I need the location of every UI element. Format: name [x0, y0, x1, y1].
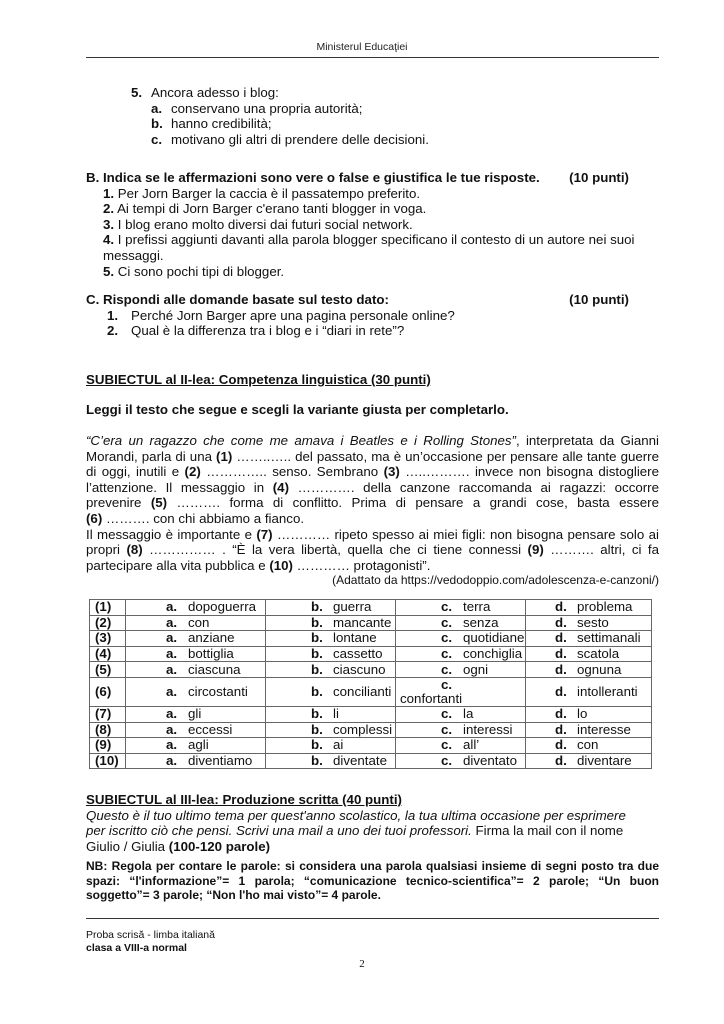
- item-number: 2.: [107, 323, 119, 339]
- item-text: Qual è la differenza tra i blog e i “diari in rete”?: [131, 323, 405, 339]
- item-text-continued: messaggi.: [103, 247, 164, 263]
- options-table: [89, 599, 652, 769]
- option-letter: d.: [555, 599, 567, 615]
- option-letter: a.: [166, 706, 178, 722]
- option-letter: c.: [441, 661, 453, 677]
- option-letter: a.: [166, 661, 178, 677]
- subject-2-instruction: Leggi il testo che segue e scegli la variante giusta per completarlo.: [86, 402, 509, 417]
- table-row: [90, 646, 652, 662]
- item-number: 1.: [107, 307, 119, 323]
- option-text: conchiglia: [463, 646, 523, 662]
- footer-line-2: clasa a VIII-a normal: [86, 941, 187, 954]
- option-text: confortanti: [400, 690, 463, 706]
- option-text: quotidiane: [463, 630, 525, 646]
- option-cell-c: [396, 753, 526, 769]
- footer-line-1: Proba scrisă - limba italiană: [86, 929, 215, 941]
- option-letter: b.: [311, 646, 323, 662]
- option-letter: b.: [311, 706, 323, 722]
- option-text: gli: [188, 706, 202, 722]
- item-number: 2.: [103, 201, 115, 217]
- option-letter: d.: [555, 646, 567, 662]
- passage-text: ………. forma di conflitto. Prima di pensare a grandi cose, basta essere: [167, 495, 659, 511]
- item-number: 4.: [103, 232, 115, 248]
- blank-2: (2): [184, 464, 201, 480]
- option-text: diventiamo: [188, 753, 253, 769]
- table-row: [90, 615, 652, 631]
- nb-note: NB: Regola per contare le parole: si considera una parola qualsiasi insieme di segni posto tra due: [86, 859, 659, 874]
- blank-10: (10): [269, 557, 293, 573]
- passage-text: prevenire: [86, 495, 151, 511]
- blank-number: (8): [90, 722, 126, 738]
- item-text: I prefissi aggiunti davanti alla parola blogger specificano il contesto di un autore nei suoi: [117, 232, 635, 248]
- option-letter: c.: [441, 676, 453, 692]
- option-text: con: [188, 614, 210, 630]
- table-row: [90, 662, 652, 678]
- option-letter: d.: [555, 753, 567, 769]
- subject-3-title: SUBIECTUL al III-lea: Produzione scritta (40 punti): [86, 792, 402, 807]
- passage-source: (Adattato da https://vedodoppio.com/adolescenza-e-canzoni/): [332, 573, 659, 588]
- question-number: 5.: [131, 85, 143, 100]
- passage-text: Il messaggio è importante e: [86, 526, 257, 542]
- page-header-title: Ministerul Educaţiei: [316, 41, 408, 53]
- question-text: Ancora adesso i blog:: [151, 85, 279, 100]
- option-cell-c: [396, 706, 526, 722]
- passage-text: ………. con chi abbiamo a fianco.: [102, 510, 305, 526]
- option-text: interesse: [577, 721, 631, 737]
- passage-text: …………. della canzone raccomanda ai ragazzi: occorre: [289, 479, 660, 495]
- passage-text: …..………. invece non bisogna distogliere: [399, 464, 659, 480]
- table-row: [90, 706, 652, 722]
- option-letter: c.: [441, 721, 453, 737]
- blank-number: (9): [90, 738, 126, 754]
- passage-text: Morandi, parla di una: [86, 448, 217, 464]
- option-cell-a: [126, 662, 266, 678]
- item-number: 5.: [103, 263, 115, 279]
- item-number: 3.: [103, 216, 115, 232]
- table-row: [90, 600, 652, 616]
- option-text: bottiglia: [188, 646, 234, 662]
- table-row: [90, 631, 652, 647]
- option-cell-d: [526, 646, 652, 662]
- option-letter: b.: [311, 721, 323, 737]
- option-text: problema: [577, 599, 633, 615]
- header-divider: [86, 57, 659, 58]
- option-text: la: [463, 706, 474, 722]
- option-cell-d: [526, 662, 652, 678]
- option-cell-c: [396, 615, 526, 631]
- subject-3: [86, 792, 659, 903]
- section-b-points: (10 punti): [569, 170, 629, 185]
- option-text: complessi: [333, 721, 393, 737]
- blank-3: (3): [383, 464, 400, 480]
- option-cell-a: [126, 706, 266, 722]
- option-cell-b: [266, 615, 396, 631]
- option-text: li: [333, 706, 339, 722]
- footer: [86, 929, 215, 954]
- option-cell-d: [526, 722, 652, 738]
- blank-1: (1): [216, 448, 233, 464]
- option-text: con: [577, 737, 599, 753]
- option-cell-d: [526, 600, 652, 616]
- option-cell-c: [396, 600, 526, 616]
- option-letter: d.: [555, 661, 567, 677]
- passage-text: , interpretata da Gianni: [515, 433, 659, 448]
- blank-number: (7): [90, 706, 126, 722]
- blank-5: (5): [150, 495, 168, 511]
- prompt-text: Questo è il tuo ultimo tema per quest'anno scolastico, la tua ultima occasione per esprimere: [86, 807, 626, 823]
- option-cell-a: [126, 722, 266, 738]
- blank-8: (8): [126, 542, 143, 558]
- passage-text: ………….. senso. Sembrano: [200, 464, 384, 480]
- option-letter: b.: [311, 683, 323, 699]
- option-text: scatola: [577, 646, 620, 662]
- section-b: [86, 170, 659, 279]
- blank-number: (6): [90, 677, 126, 706]
- option-cell-c: [396, 631, 526, 647]
- option-text: ognuna: [577, 661, 622, 677]
- option-text: sesto: [577, 614, 609, 630]
- option-cell-a: [126, 677, 266, 706]
- option-letter: b.: [311, 599, 323, 615]
- option-letter: b.: [311, 737, 323, 753]
- cloze-passage: [86, 433, 659, 589]
- option-text: concilianti: [333, 683, 392, 699]
- option-letter: b.: [311, 661, 323, 677]
- option-cell-b: [266, 677, 396, 706]
- passage-text: ………… protagonisti”.: [292, 557, 431, 573]
- prompt-text: Firma la mail con il nome: [471, 823, 624, 839]
- option-letter: b.: [311, 630, 323, 646]
- option-cell-d: [526, 738, 652, 754]
- option-letter: a.: [166, 737, 178, 753]
- option-text: cassetto: [333, 646, 383, 662]
- blank-7: (7): [256, 526, 273, 542]
- option-cell-b: [266, 753, 396, 769]
- option-letter: a.: [166, 721, 178, 737]
- table-row: [90, 738, 652, 754]
- option-text: ciascuno: [333, 661, 386, 677]
- option-cell-a: [126, 615, 266, 631]
- section-c: [86, 292, 659, 339]
- section-c-points: (10 punti): [569, 292, 629, 307]
- option-text: lo: [577, 706, 588, 722]
- option-cell-a: [126, 600, 266, 616]
- table-row: [90, 753, 652, 769]
- section-b-title: B. Indica se le affermazioni sono vere o false e giustifica le tue risposte.: [86, 170, 540, 185]
- prompt-text: Giulio / Giulia: [86, 838, 169, 854]
- passage-text: ………… ripeto spesso ai miei figli: non bisogna pensare solo ai: [272, 526, 659, 542]
- option-letter: c.: [441, 737, 453, 753]
- passage-quote: “C’era un ragazzo che come me amava i Beatles e i Rolling Stones”: [86, 433, 516, 448]
- question-5: [131, 85, 631, 147]
- nb-note: spazi: “l'informazione”= 1 parola; “comunicazione tecnico-scientifica”= 2 parole; “Un buon: [86, 873, 659, 888]
- option-text: motivano gli altri di prendere delle decisioni.: [171, 131, 429, 147]
- option-text: all’: [463, 737, 480, 753]
- item-text: Per Jorn Barger la caccia è il passatempo preferito.: [117, 185, 421, 201]
- option-cell-b: [266, 646, 396, 662]
- blank-number: (3): [90, 631, 126, 647]
- option-cell-c: [396, 662, 526, 678]
- option-letter: b.: [151, 116, 163, 132]
- option-text: anziane: [188, 630, 235, 646]
- option-cell-c: [396, 646, 526, 662]
- option-text: mancante: [333, 614, 392, 630]
- option-text: ciascuna: [188, 661, 241, 677]
- option-letter: d.: [555, 737, 567, 753]
- option-letter: c.: [441, 753, 453, 769]
- blank-number: (10): [90, 753, 126, 769]
- option-text: guerra: [333, 599, 372, 615]
- passage-text: partecipare alla vita pubblica e: [86, 557, 270, 573]
- option-letter: c.: [441, 646, 453, 662]
- item-text: Ai tempi di Jorn Barger c'erano tanti blogger in voga.: [117, 201, 427, 217]
- option-cell-b: [266, 722, 396, 738]
- option-cell-a: [126, 646, 266, 662]
- option-text: agli: [188, 737, 209, 753]
- option-letter: a.: [151, 100, 163, 116]
- option-cell-c: [396, 677, 526, 706]
- passage-text: propri: [86, 542, 127, 558]
- option-text: circostanti: [188, 683, 248, 699]
- passage-text: di oggi, inutili e: [86, 464, 185, 480]
- option-cell-c: [396, 738, 526, 754]
- option-text: eccessi: [188, 721, 233, 737]
- option-text: settimanali: [577, 630, 641, 646]
- option-letter: d.: [555, 721, 567, 737]
- word-count: (100-120 parole): [168, 838, 271, 854]
- option-text: ogni: [463, 661, 489, 677]
- option-text: interessi: [463, 721, 513, 737]
- blank-number: (1): [90, 600, 126, 616]
- footer-divider: [86, 918, 659, 919]
- option-letter: a.: [166, 630, 178, 646]
- option-text: diventare: [577, 753, 632, 769]
- option-letter: b.: [311, 614, 323, 630]
- option-cell-d: [526, 753, 652, 769]
- option-cell-b: [266, 600, 396, 616]
- option-cell-b: [266, 662, 396, 678]
- option-letter: a.: [166, 614, 178, 630]
- item-text: Ci sono pochi tipi di blogger.: [117, 263, 285, 279]
- nb-note: soggetto”= 3 parole; “Non l'ho mai visto”= 4 parole.: [86, 888, 381, 903]
- passage-text: ………. altri, ci fa: [543, 542, 659, 558]
- option-letter: c.: [441, 630, 453, 646]
- blank-number: (4): [90, 646, 126, 662]
- option-text: terra: [463, 599, 491, 615]
- option-letter: d.: [555, 614, 567, 630]
- option-text: diventato: [463, 753, 517, 769]
- option-cell-d: [526, 677, 652, 706]
- option-text: senza: [463, 614, 499, 630]
- option-letter: c.: [441, 614, 453, 630]
- option-text: hanno credibilità;: [171, 116, 272, 132]
- item-text: Perché Jorn Barger apre una pagina personale online?: [131, 307, 455, 323]
- option-letter: a.: [166, 753, 178, 769]
- option-letter: a.: [166, 683, 178, 699]
- option-letter: d.: [555, 630, 567, 646]
- page-number: 2: [359, 958, 365, 970]
- option-text: conservano una propria autorità;: [171, 100, 363, 116]
- option-cell-a: [126, 631, 266, 647]
- option-text: diventate: [333, 753, 387, 769]
- option-letter: c.: [151, 131, 163, 147]
- blank-4: (4): [272, 479, 290, 495]
- option-cell-d: [526, 631, 652, 647]
- option-cell-d: [526, 706, 652, 722]
- option-letter: d.: [555, 706, 567, 722]
- section-c-title: C. Rispondi alle domande basate sul testo dato:: [86, 292, 389, 307]
- option-cell-b: [266, 631, 396, 647]
- item-text: I blog erano molto diversi dai futuri social network.: [117, 216, 413, 232]
- option-letter: c.: [441, 599, 453, 615]
- option-letter: c.: [441, 706, 453, 722]
- table-row: [90, 677, 652, 706]
- option-letter: b.: [311, 753, 323, 769]
- prompt-text: per iscritto ciò che pensi. Scrivi una mail a uno dei tuoi professori.: [86, 823, 472, 839]
- blank-6: (6): [86, 510, 103, 526]
- option-text: intolleranti: [577, 683, 638, 699]
- blank-number: (2): [90, 615, 126, 631]
- option-cell-b: [266, 706, 396, 722]
- option-cell-b: [266, 738, 396, 754]
- option-letter: d.: [555, 683, 567, 699]
- option-text: lontane: [333, 630, 377, 646]
- passage-text: ……..….. del passato, ma è un’occasione per pensare alle tante guerre: [232, 448, 659, 464]
- option-cell-a: [126, 753, 266, 769]
- table-row: [90, 722, 652, 738]
- option-cell-c: [396, 722, 526, 738]
- option-cell-a: [126, 738, 266, 754]
- option-cell-d: [526, 615, 652, 631]
- option-text: ai: [333, 737, 344, 753]
- option-text: dopoguerra: [188, 599, 257, 615]
- item-number: 1.: [103, 185, 115, 201]
- option-letter: a.: [166, 646, 178, 662]
- passage-text: l’attenzione. Il messaggio in: [86, 479, 273, 495]
- blank-9: (9): [527, 542, 544, 558]
- option-letter: a.: [166, 599, 178, 615]
- blank-number: (5): [90, 662, 126, 678]
- subject-2-title: SUBIECTUL al II-lea: Competenza linguistica (30 punti): [86, 372, 431, 387]
- passage-text: …………… . “È la vera libertà, quella che ci tiene connessi: [142, 542, 528, 558]
